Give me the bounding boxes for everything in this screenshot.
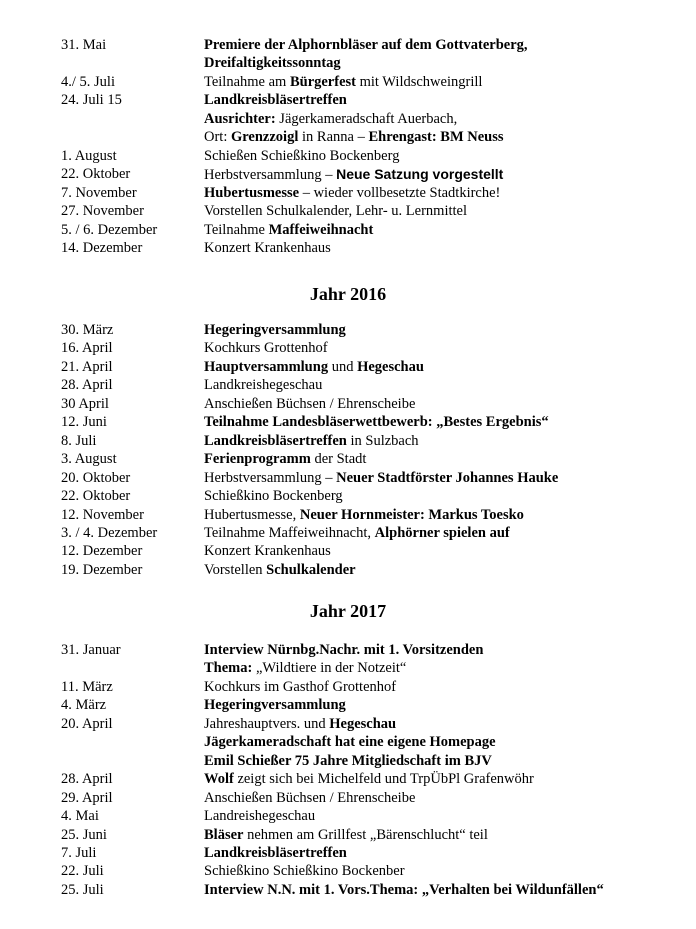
entry-row: [0, 413, 696, 432]
entry-row: [0, 395, 696, 414]
entry-date: 22. Oktober: [61, 488, 131, 505]
entry-row: [0, 844, 696, 863]
entry-description: [204, 752, 492, 771]
entry-text: Konzert Krankenhaus: [204, 543, 331, 560]
entry-text: Landkreishegeschau: [204, 377, 323, 394]
entry-row: [0, 147, 696, 166]
entry-text: nehmen am Grillfest „Bärenschlucht“ teil: [243, 826, 488, 843]
entry-text-bold: Landkreisbläsertreffen: [204, 92, 347, 109]
entry-row: [0, 54, 696, 73]
entry-date: 1. August: [61, 147, 117, 164]
entry-row: [0, 184, 696, 203]
entry-text-bold: Ferienprogramm: [204, 451, 311, 468]
entry-row: [0, 73, 696, 92]
entry-date: 21. April: [61, 358, 113, 375]
entry-date: 20. April: [61, 715, 113, 732]
entry-text: Ort:: [204, 129, 231, 146]
entry-row: [0, 659, 696, 678]
entry-text: Schießkino Schießkino Bockenber: [204, 863, 405, 880]
entry-row: [0, 678, 696, 697]
entry-description: [204, 659, 406, 678]
entry-description: [204, 487, 343, 506]
entry-text-bold: Hegeschau: [329, 715, 397, 732]
entry-description: [204, 844, 347, 863]
entry-date: 31. Mai: [61, 37, 107, 53]
entry-text-bold: Wolf: [204, 771, 234, 788]
entry-date: 28. April: [61, 377, 113, 394]
entry-row: [0, 715, 696, 734]
entry-text-bold: Ausrichter:: [204, 110, 276, 127]
entry-text: in Sulzbach: [346, 432, 419, 449]
entry-description: [204, 376, 322, 395]
entry-description: [204, 789, 415, 808]
entry-description: [204, 395, 415, 414]
entry-text-bold: Neuer Hornmeister: Markus Toesko: [299, 506, 524, 523]
entry-text: Hubertusmesse,: [204, 506, 300, 523]
entry-row: [0, 221, 696, 240]
entry-description: [204, 184, 500, 203]
entry-row: [0, 561, 696, 580]
entry-description: [204, 73, 482, 92]
entry-description: [204, 202, 467, 221]
entry-text: „Wildtiere in der Notzeit“: [252, 660, 407, 677]
entry-row: [0, 826, 696, 845]
entry-text: Kochkurs Grottenhof: [204, 340, 328, 357]
entry-date: 16. April: [61, 340, 113, 357]
entry-text: Kochkurs im Gasthof Grottenhof: [204, 678, 397, 695]
entry-description: [204, 239, 331, 258]
entry-date: 25. Juli: [61, 881, 104, 898]
entry-text-bold: Neue Satzung vorgestellt: [336, 166, 504, 183]
entry-text-bold: Schulkalender: [266, 561, 356, 578]
entry-date: 28. April: [61, 771, 113, 788]
entry-text-bold: Alphörner spielen auf: [374, 524, 510, 541]
entry-description: [204, 413, 549, 432]
entry-date: 19. Dezember: [61, 561, 143, 578]
entry-description: [204, 128, 504, 147]
entry-text: Jahreshauptvers. und: [204, 715, 330, 732]
entry-date: 7. Juli: [61, 844, 97, 861]
entry-description: [204, 641, 483, 660]
entry-text: der Stadt: [310, 451, 367, 468]
entry-text: Teilnahme Maffeiweihnacht,: [204, 524, 375, 541]
entry-row: [0, 524, 696, 543]
entry-text: und: [328, 358, 358, 375]
entry-date: 30. März: [61, 322, 114, 338]
entry-text-bold: Emil Schießer 75 Jahre Mitgliedschaft im BJV: [204, 752, 492, 769]
entry-text-bold: Grenzzoigl: [230, 129, 299, 146]
entry-text-bold: Hegeringversammlung: [204, 697, 346, 714]
entry-text: zeigt sich bei Michelfeld und TrpÜbPl Grafenwöhr: [233, 771, 534, 788]
entry-text-bold: Interview N.N. mit 1. Vors.Thema: „Verhalten bei Wildunfällen“: [204, 881, 604, 898]
entry-date: 22. Oktober: [61, 166, 131, 183]
entry-description: [204, 339, 328, 358]
entry-description: [204, 542, 331, 561]
entry-text: Schießkino Bockenberg: [204, 488, 343, 505]
entry-description: [204, 524, 510, 543]
entry-description: [204, 147, 399, 166]
entry-text-bold: Hegeringversammlung: [204, 322, 346, 338]
entry-text-bold: Hegeschau: [357, 358, 424, 375]
entry-text-bold: Landkreisbläsertreffen: [204, 432, 347, 449]
entry-text: Vorstellen Schulkalender, Lehr- u. Lernmittel: [204, 203, 468, 220]
entry-text-bold: Ehrengast: BM Neuss: [368, 129, 504, 146]
entry-row: [0, 862, 696, 881]
entry-date: 12. Dezember: [61, 543, 143, 560]
entry-text-bold: Jägerkameradschaft hat eine eigene Homepage: [204, 734, 496, 751]
entry-row: [0, 110, 696, 129]
entry-date: 4. März: [61, 697, 107, 714]
entry-text-bold: Interview Nürnbg.Nachr. mit 1. Vorsitzenden: [204, 642, 484, 658]
entry-text-bold: Maffeiweihnacht: [268, 221, 374, 238]
entry-row: [0, 807, 696, 826]
entry-description: [204, 770, 534, 789]
entry-date: 27. November: [61, 203, 144, 220]
entry-text-bold: Hubertusmesse: [204, 184, 300, 201]
entry-date: 31. Januar: [61, 642, 121, 658]
entry-row: [0, 789, 696, 808]
entry-text-bold: Neuer Stadtförster Johannes Hauke: [336, 469, 559, 486]
entry-text: Herbstversammlung –: [204, 469, 337, 486]
entry-row: [0, 339, 696, 358]
entry-row: [0, 752, 696, 771]
entry-description: [204, 54, 341, 73]
entry-row: [0, 641, 696, 660]
entry-row: [0, 321, 696, 340]
entry-text: in Ranna –: [298, 129, 369, 146]
entry-description: [204, 469, 558, 488]
entry-date: 24. Juli 15: [61, 92, 122, 109]
entry-date: 29. April: [61, 789, 113, 806]
heading-2017: Jahr 2017: [309, 601, 387, 621]
entry-text-bold: Premiere der Alphornbläser auf dem Gottvaterberg,: [204, 37, 528, 53]
entry-description: [204, 221, 373, 240]
entry-date: 25. Juni: [61, 826, 107, 843]
entry-date: 8. Juli: [61, 432, 97, 449]
entry-date: 14. Dezember: [61, 239, 143, 256]
entry-text-bold: Teilnahme Landesbläserwettbewerb: „Bestes Ergebnis“: [204, 414, 549, 431]
entry-description: [204, 733, 496, 752]
entry-row: [0, 770, 696, 789]
entry-date: 22. Juli: [61, 863, 104, 880]
entry-row: [0, 376, 696, 395]
entry-text: mit Wildschweingrill: [355, 73, 483, 90]
entry-description: [204, 321, 346, 340]
entry-text: – wieder vollbesetzte Stadtkirche!: [299, 184, 501, 201]
entry-text-bold: Hauptversammlung: [204, 358, 329, 375]
entry-text: Teilnahme am: [204, 73, 290, 90]
entry-date: 3. August: [61, 451, 117, 468]
entry-description: [204, 715, 396, 734]
entry-row: [0, 202, 696, 221]
entry-text: Vorstellen: [204, 561, 267, 578]
entry-text: Konzert Krankenhaus: [204, 239, 331, 256]
entry-date: 30 April: [61, 395, 109, 412]
entry-row: [0, 36, 696, 55]
entry-row: [0, 881, 696, 900]
entry-description: [204, 450, 366, 469]
entry-date: 3. / 4. Dezember: [61, 524, 158, 541]
entry-row: [0, 128, 696, 147]
entry-description: [204, 678, 396, 697]
entry-row: [0, 239, 696, 258]
entry-text-bold: Dreifaltigkeitssonntag: [204, 55, 341, 72]
heading-2016: Jahr 2016: [309, 284, 387, 304]
entry-date: 12. Juni: [61, 414, 107, 431]
entry-row: [0, 450, 696, 469]
entry-description: [204, 36, 528, 55]
entry-text: Teilnahme: [204, 221, 269, 238]
entry-description: [204, 358, 424, 377]
entry-date: 20. Oktober: [61, 469, 131, 486]
entry-row: [0, 506, 696, 525]
entry-row: [0, 165, 696, 184]
entry-description: [204, 862, 405, 881]
entry-text-bold: Landkreisbläsertreffen: [204, 844, 347, 861]
entry-row: [0, 542, 696, 561]
entry-date: 12. November: [61, 506, 144, 523]
entry-description: [204, 881, 604, 900]
entry-description: [204, 826, 488, 845]
entry-description: [204, 110, 457, 129]
entry-row: [0, 358, 696, 377]
entry-description: [204, 91, 347, 110]
entry-text-bold: Thema:: [204, 660, 253, 677]
entry-description: [204, 807, 315, 826]
entry-text: Herbstversammlung –: [204, 167, 337, 184]
entry-row: [0, 487, 696, 506]
entry-description: [204, 696, 346, 715]
entry-date: 4./ 5. Juli: [61, 73, 115, 90]
entry-row: [0, 432, 696, 451]
entry-date: 4. Mai: [61, 808, 99, 825]
entry-row: [0, 733, 696, 752]
entry-description: [204, 561, 356, 580]
entry-row: [0, 469, 696, 488]
entry-text-bold: Bläser: [204, 826, 244, 843]
entry-text: Landreishegeschau: [204, 808, 316, 825]
entry-date: 5. / 6. Dezember: [61, 221, 158, 238]
entry-description: [204, 432, 419, 451]
entry-text: Jägerkameradschaft Auerbach,: [275, 110, 458, 127]
entry-date: 11. März: [61, 678, 113, 695]
entry-date: 7. November: [61, 184, 137, 201]
entry-text: Anschießen Büchsen / Ehrenscheibe: [204, 789, 416, 806]
entry-description: [204, 165, 503, 185]
entry-row: [0, 91, 696, 110]
entry-text: Schießen Schießkino Bockenberg: [204, 147, 400, 164]
entry-text: Anschießen Büchsen / Ehrenscheibe: [204, 395, 416, 412]
entry-text-bold: Bürgerfest: [289, 73, 356, 90]
entry-row: [0, 696, 696, 715]
entry-description: [204, 506, 524, 525]
